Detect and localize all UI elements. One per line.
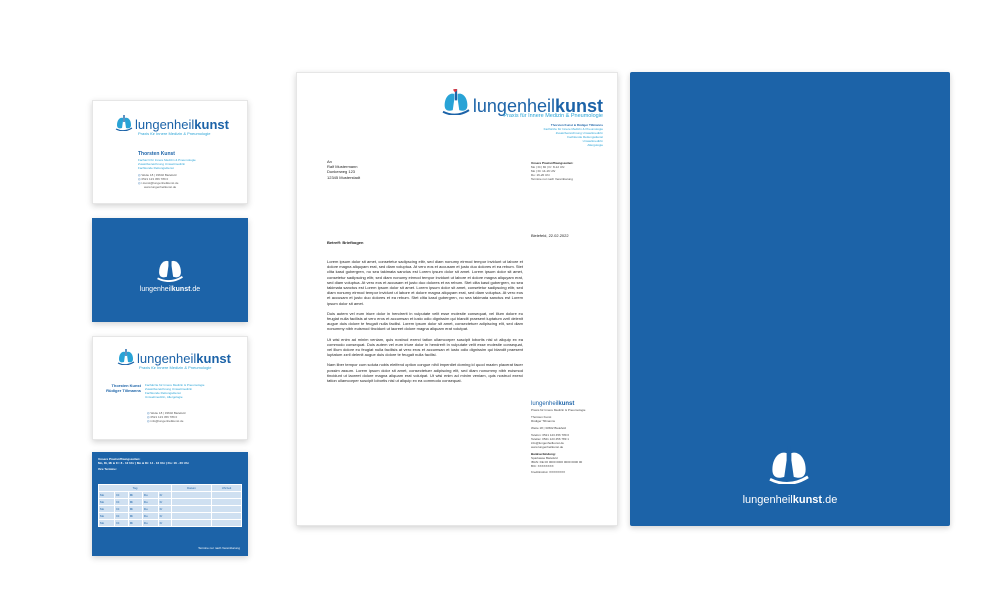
table-row: Mo Di Mi Do Fr [99,520,242,527]
email-icon: ◎ [147,419,150,423]
business-card-back [92,218,248,322]
letterhead-page: lungenheilkunst Praxis für Innere Medizin & Pneumologie Thorsten Kunst & Rüdiger Tillmanns Fachärzte für Innere Medizin & Pneumologie Zusatzbezeichnung Umweltmedizin Fachkunde Rettungsdienst Umweltmedizin Allergologie An Ralf Mustermann Dunkerweg 123 12345 Musterstadt Unsere Praxisöffnungszeiten: Mo | Di | Mi | Fr: 8-12 Uhr Mo | Di: 14-16 Uhr Do: 16-20 Uhr Termine nur nach Vereinbarung Bielefeld, 22.02.2022 Betreff: Briefbogen Lorem ipsum dolor sit amet, consetetur sadipscing elitr, sed diam nonumy eirmod tempor invidunt ut labore et dolore magna aliquyam erat, sed diam voluptua. At vero eos et accusam et justo duo dolores et ea rebum. Stet clita kasd gubergren, no sea takimata sanctus est Lorem ipsum dolor sit amet. Lorem ipsum dolor sit amet, consetetur sadipscing elitr, sed diam nonumy eirmod tempor invidunt ut labore et dolore magna aliquyam erat, sed diam voluptua. At vero eos et accusam et justo duo dolores et ea rebum. Stet clita kasd gubergren, no sea takimata sanctus est Lorem ipsum dolor sit amet. Lorem ipsum dolor sit amet, consetetur sadipscing elitr, sed diam nonumy eirmod tempor invidunt ut labore et dolore magna aliquyam erat, sed diam voluptua. At vero eos et accusam et justo duo dolores et ea rebum. Stet clita kasd gubergren, no sea takimata sanctus est Lorem ipsum dolor sit amet. Duis autem vel eum iriure dolor in hendrerit in vulputate velit esse molestie consequat, vel illum dolore eu feugiat nulla facilisis at vero eros et accumsan et iusto odio dignissim qui blandit praesent luptatum zzril delenit augue duis dolore te feugait nulla facilisi. Lorem ipsum dolor sit amet, consectetuer adipiscing elit, sed diam nonummy nibh euismod tincidunt ut laoreet dolore magna aliquam erat volutpat. Ut wisi enim ad minim veniam, quis nostrud exerci tation ullamcorper suscipit lobortis nisl ut aliquip ex ea commodo consequat. Duis autem vel eum iriure dolor in hendrerit in vulputate velit esse molestie consequat, vel illum dolore eu feugiat nulla facilisis at vero eros et accumsan et iusto odio dignissim qui blandit praesent luptatum zzril delenit augue duis dolore te feugait nulla facilisi. Nam liber tempor cum soluta nobis eleifend option congue nihil imperdiet doming id quod mazim placerat facer possim assum. Lorem ipsum dolor sit amet, consectetuer adipiscing elit, sed diam nonummy nibh euismod tincidunt ut laoreet dolore magna aliquam erat volutpat. Ut wisi enim ad minim veniam, quis nostrud exerci tation ullamcorper suscipit lobortis nisl ut aliquip ex ea commodo consequat. lungenheilkunst Praxis für Innere Medizin & Pneumologie Thorsten Kunst Rüdiger Tillmanns Weite 18 | 33602 Bielefeld Telefon: 0521 123 456 789 0 Telefax: 0521 123 456 789 1 info@lungenheilkunst.de www.lungenheilkunst.de Bankverbindung: Sparkasse Bielefeld IBAN: DE 00 0000 0000 0000 0000 00 BIC: XXXXXXXX Kreditinstitut: XXXXXXXX [296,72,618,526]
recipient-address: An Ralf Mustermann Dunkerweg 123 12345 Musterstadt [327,159,361,180]
table-row: Mo Di Mi Do Fr [99,506,242,513]
email-icon: ◎ [138,180,141,185]
location-icon: ◎ [138,172,141,177]
table-row: Mo Di Mi Do Fr [99,513,242,520]
business-card-front: lungenheilkunst Praxis für Innere Medizin & Pneumologie Thorsten Kunst Facharzt für Innere Medizin & Pneumologie Zusatzbezeichnung Umweltmedizin Fachkunde Rettungsdienst ◎ Weite 18 | 33602 Bielefeld ◎ 0521 123 456 789 0 ◎ t.kunst@lungenheilkunst.de www.lungenheilkunst.de [92,100,248,204]
letter-sidebar: lungenheilkunst Praxis für Innere Medizin & Pneumologie Thorsten Kunst Rüdiger Tillmanns Weite 18 | 33602 Bielefeld Telefon: 0521 123 456 789 0 Telefax: 0521 123 456 789 1 info@lungenheilkunst.de www.lungenheilkunst.de Bankverbindung: Sparkasse Bielefeld IBAN: DE 00 0000 0000 0000 0000 00 BIC: XXXXXXXX Kreditinstitut: XXXXXXXX [531,401,586,474]
table-row: Mo Di Mi Do Fr [99,499,242,506]
letter-subject: Betreff: Briefbogen [327,240,364,245]
phone-icon: ◎ [138,176,141,181]
presentation-folder [630,72,950,526]
opening-hours: Unsere Praxisöffnungszeiten: Mo | Di | Mi | Fr: 8-12 Uhr Mo | Di: 14-16 Uhr Do: 16-20 Uhr Termine nur nach Vereinbarung [531,161,574,181]
phone-icon: ◎ [147,415,150,419]
letter-body: Lorem ipsum dolor sit amet, consetetur sadipscing elitr, sed diam nonumy eirmod tempor invidunt ut labore et dolore magna aliquyam erat, sed diam voluptua. At vero eos et accusam et justo duo dolores et ea rebum. Stet clita kasd gubergren, no sea takimata sanctus est Lorem ipsum dolor sit amet. Lorem ipsum dolor sit amet, consetetur sadipscing elitr, sed diam nonumy eirmod tempor invidunt ut labore et dolore magna aliquyam erat, sed diam voluptua. At vero eos et accusam et justo duo dolores et ea rebum. Stet clita kasd gubergren, no sea takimata sanctus est Lorem ipsum dolor sit amet. Lorem ipsum dolor sit amet, consetetur sadipscing elitr, sed diam nonumy eirmod tempor invidunt ut labore et dolore magna aliquyam erat, sed diam voluptua. At vero eos et accusam et justo duo dolores et ea rebum. Stet clita kasd gubergren, no sea takimata sanctus est Lorem ipsum dolor sit amet. Duis autem vel eum iriure dolor in hendrerit in vulputate velit esse molestie consequat, vel illum dolore eu feugiat nulla facilisis at vero eros et accumsan et iusto odio dignissim qui blandit praesent luptatum zzril delenit augue duis dolore te feugait nulla facilisi. Lorem ipsum dolor sit amet, consectetuer adipiscing elit, sed diam nonummy nibh euismod tincidunt ut laoreet dolore magna aliquam erat volutpat. Ut wisi enim ad minim veniam, quis nostrud exerci tation ullamcorper suscipit lobortis nisl ut aliquip ex ea commodo consequat. Duis autem vel eum iriure dolor in hendrerit in vulputate velit esse molestie consequat, vel illum dolore eu feugiat nulla facilisis at vero eros et accumsan et iusto odio dignissim qui blandit praesent luptatum zzril delenit augue duis dolore te feugait nulla facilisi. Nam liber tempor cum soluta nobis eleifend option congue nihil imperdiet doming id quod mazim placerat facer possim assum. Lorem ipsum dolor sit amet, consectetuer adipiscing elit, sed diam nonummy nibh euismod tincidunt ut laoreet dolore magna aliquam erat volutpat. Ut wisi enim ad minim veniam, quis nostrud exerci tation ullamcorper suscipit lobortis nisl ut aliquip ex ea commodo consequat. [327,259,523,384]
card-person: Thorsten Kunst [138,151,175,157]
lungs-icon [117,349,135,365]
lungs-icon [767,446,811,484]
lungs-icon [115,115,133,131]
business-card-team: lungenheilkunst Praxis für Innere Medizin & Pneumologie Thorsten Kunst Rüdiger Tillmanns Fachärzte für Innere Medizin & Pneumologie Zusatzbezeichnung Umweltmedizin Fachkunde Rettungsdienst Umweltmedizin, Allergologie ◎ Weite 18 | 33602 Bielefeld ◎ 0521 123 456 789 0 ◎ info@lungenheilkunst.de [92,336,248,440]
lungs-icon [441,89,471,115]
logo: lungenheilkunst [115,115,229,131]
table-row: Mo Di Mi Do Fr [99,492,242,499]
appointment-card: Unsere Praxisöffnungszeiten: Mo, Di, Mi & Fr: 8 - 12 Uhr | Mo & Di: 14 - 16 Uhr | Do: 16 - 20 Uhr Ihre Termine: Tag Datum Uhrzeit Mo Di Mi Do Fr Mo Di Mi Do Fr Mo Di Mi Do Fr Mo Di Mi Do Fr Mo Di Mi Do Fr Termine nur nach Vereinbarung [92,452,248,556]
domain-logo: lungenheilkunst.de [742,494,838,506]
location-icon: ◎ [147,411,150,415]
logo: lungenheilkunst [117,349,231,365]
schedule-table: Tag Datum Uhrzeit Mo Di Mi Do Fr Mo Di Mi Do Fr Mo Di Mi Do Fr Mo Di Mi Do Fr Mo Di Mi Do Fr [98,484,242,527]
logo: lungenheilkunst [441,89,603,115]
domain-logo: lungenheilkunst.de [139,286,201,293]
letter-date: Bielefeld, 22.02.2022 [531,233,569,238]
tagline: Praxis für Innere Medizin & Pneumologie [138,131,211,136]
lungs-icon [156,256,184,282]
